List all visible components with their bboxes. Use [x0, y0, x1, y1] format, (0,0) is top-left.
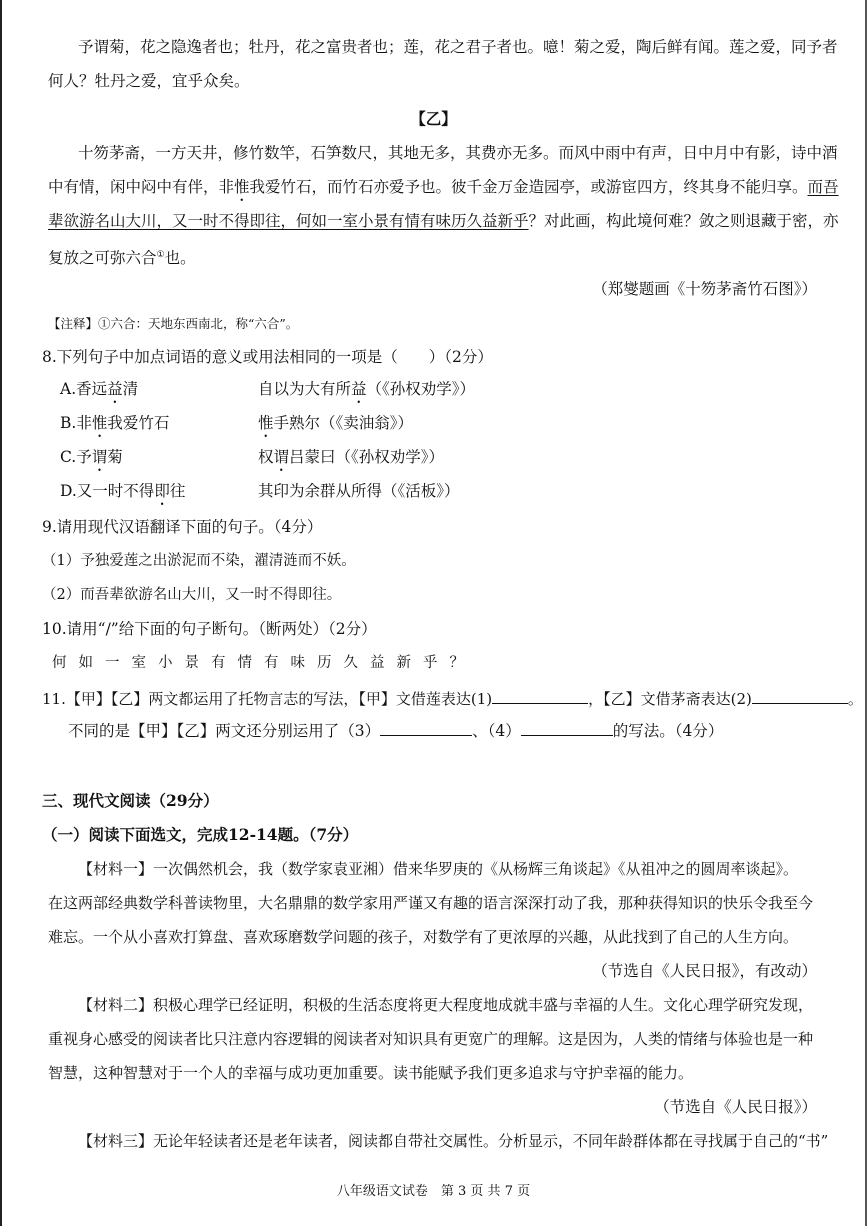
- option-compare: [258, 446, 444, 468]
- text-span: ？对此画，构此境何难？敛之则退藏于密，亦: [528, 212, 839, 230]
- compare-text: 吕蒙曰（《孙权劝学》）: [289, 448, 445, 466]
- material-1-line-3: 难忘。一个从小喜欢打算盘、喜欢琢磨数学问题的孩子，对数学有了更浓厚的兴趣，从此找到了自己的人生方向。: [48, 928, 799, 946]
- passage-yi-source: （郑燮题画《十笏茅斋竹石图》）: [592, 280, 817, 298]
- q11-text: 、（4）: [472, 722, 521, 740]
- compare-text: 手熟尔（《卖油翁》）: [273, 414, 414, 432]
- answer-blank-2[interactable]: [752, 689, 848, 704]
- option-text: C.予: [60, 448, 92, 466]
- q10-sentence: 何如一室小景有情有味历久益新乎？: [52, 655, 476, 671]
- dotted-word: 谓: [91, 448, 108, 466]
- compare-text: 其印为余群从所得（《活板》）: [258, 482, 460, 500]
- passage-jia-line-1: 予谓菊，花之隐逸者也；牡丹，花之富贵者也；莲，花之君子者也。噫！菊之爱，陶后鲜有闻。莲之爱，同予者: [78, 38, 838, 56]
- text-span: 也。: [164, 249, 196, 268]
- underlined-text: 而吾: [807, 178, 839, 196]
- option-compare: [258, 480, 460, 502]
- material-2-line-1: 【材料二】积极心理学已经证明，积极的生活态度将更大程度地成就丰盛与幸福的人生。文化心理学研究发现，: [78, 996, 814, 1014]
- passage-yi-line-3: [48, 210, 839, 232]
- q8-option-c: [60, 446, 445, 468]
- question-9-stem: 9.请用现代汉语翻译下面的句子。（4分）: [42, 518, 323, 536]
- passage-yi-line-2: [48, 176, 839, 198]
- question-8-stem: 8.下列句子中加点词语的意义或用法相同的一项是（ ）（2分）: [42, 348, 493, 366]
- option-text: 清: [122, 380, 139, 398]
- answer-blank-3[interactable]: [380, 721, 472, 736]
- passage-yi-line-1: 十笏茅斋，一方天井，修竹数竿，石笋数尺，其地无多，其费亦无多。而风中雨中有声，日中月中有影，诗中酒: [78, 144, 838, 162]
- q8-option-d: [60, 480, 460, 502]
- q11-text: ，【乙】文借茅斋表达(2): [588, 690, 752, 708]
- answer-blank-1[interactable]: [492, 689, 588, 704]
- passage-yi-line-4: [48, 244, 196, 269]
- question-11-line-2: [68, 720, 723, 742]
- q9-item-1: （1）予独爱莲之出淤泥而不染，濯清涟而不妖。: [42, 553, 356, 569]
- dotted-word: 谓: [273, 448, 290, 466]
- q11-text: 11.【甲】【乙】两文都运用了托物言志的写法，【甲】文借莲表达(1): [42, 690, 493, 708]
- option-text: A.香远: [60, 380, 108, 398]
- q11-text: 的写法。（4分）: [612, 722, 724, 740]
- compare-text: 自以为大有所: [258, 380, 352, 398]
- material-2-source: （节选自《人民日报》）: [654, 1098, 817, 1116]
- q8-option-b: [60, 412, 414, 434]
- option-text: B.非: [60, 414, 92, 432]
- underlined-text: 辈欲游名山大川，又一时不得即往，: [48, 212, 297, 230]
- compare-text: （《孙权劝学》）: [366, 380, 476, 398]
- material-1-line-2: 在这两部经典数学科普读物里，大名鼎鼎的数学家用严谨又有趣的语言深深打动了我，那种获得知识的快乐令我至今: [48, 894, 814, 912]
- section-3-heading: 三、现代文阅读（29分）: [42, 791, 219, 810]
- footnote-marker: ①: [156, 250, 165, 260]
- material-1-source: （节选自《人民日报》，有改动）: [592, 962, 817, 980]
- page-footer: 八年级语文试卷 第 3 页 共 7 页: [336, 1184, 531, 1199]
- compare-text: 权: [258, 448, 274, 466]
- option-compare: [258, 412, 413, 434]
- q8-option-a: [60, 378, 476, 400]
- dotted-word: 惟: [91, 414, 108, 432]
- q11-text: 。: [847, 690, 863, 708]
- option-compare: [258, 378, 475, 400]
- section-3-subheading: （一）阅读下面选文，完成12-14题。（7分）: [42, 825, 359, 844]
- material-2-line-3: 智慧，这种智慧对于一个人的幸福与成功更加重要。读书能赋予我们更多追求与守护幸福的能力。: [48, 1064, 694, 1082]
- text-span: 中有情，闲中闷中有伴，非: [48, 178, 235, 196]
- dotted-word: 惟: [258, 414, 274, 432]
- material-3-line-1: 【材料三】无论年轻读者还是老年读者，阅读都自带社交属性。分析显示，不同年龄群体都在寻找属于自己的“书”: [78, 1132, 829, 1150]
- text-span: 我爱竹石，而竹石亦爱予也。彼千金万金造园亭，或游宦四方，终其身不能归享。: [249, 178, 808, 196]
- material-2-line-2: 重视身心感受的阅读者比只注意内容逻辑的阅读者对知识具有更宽广的理解。这是因为，人类的情绪与体验也是一种: [48, 1030, 814, 1048]
- dotted-word: 惟: [234, 178, 250, 196]
- answer-blank-4[interactable]: [521, 721, 613, 736]
- underlined-text: 何如一室小景有情有味历久益新乎: [296, 212, 529, 230]
- material-1-line-1: 【材料一】一次偶然机会，我（数学家袁亚湘）借来华罗庚的《从杨辉三角谈起》《从祖冲之的圆周率谈起》。: [78, 860, 799, 878]
- question-11-line-1: [42, 688, 863, 710]
- option-text: D.又一时不得: [60, 482, 155, 500]
- annotation-note: 【注释】①六合：天地东西南北，称“六合”。: [48, 316, 299, 331]
- dotted-word: 即: [154, 482, 170, 500]
- dotted-word: 益: [351, 380, 367, 398]
- q11-text: 不同的是【甲】【乙】两文还分别运用了（3）: [68, 722, 381, 740]
- question-10-stem: 10.请用“/”给下面的句子断句。（断两处）（2分）: [42, 620, 377, 638]
- passage-jia-line-2: 何人？牡丹之爱，宜乎众矣。: [48, 72, 250, 90]
- text-span: 复放之可弥六合: [48, 249, 157, 268]
- dotted-word: 益: [107, 380, 123, 398]
- option-text: 菊: [107, 448, 123, 466]
- option-text: 我爱竹石: [107, 414, 170, 432]
- q9-item-2: （2）而吾辈欲游名山大川，又一时不得即往。: [42, 587, 342, 603]
- passage-yi-heading: 【乙】: [410, 109, 457, 128]
- option-text: 往: [169, 482, 186, 500]
